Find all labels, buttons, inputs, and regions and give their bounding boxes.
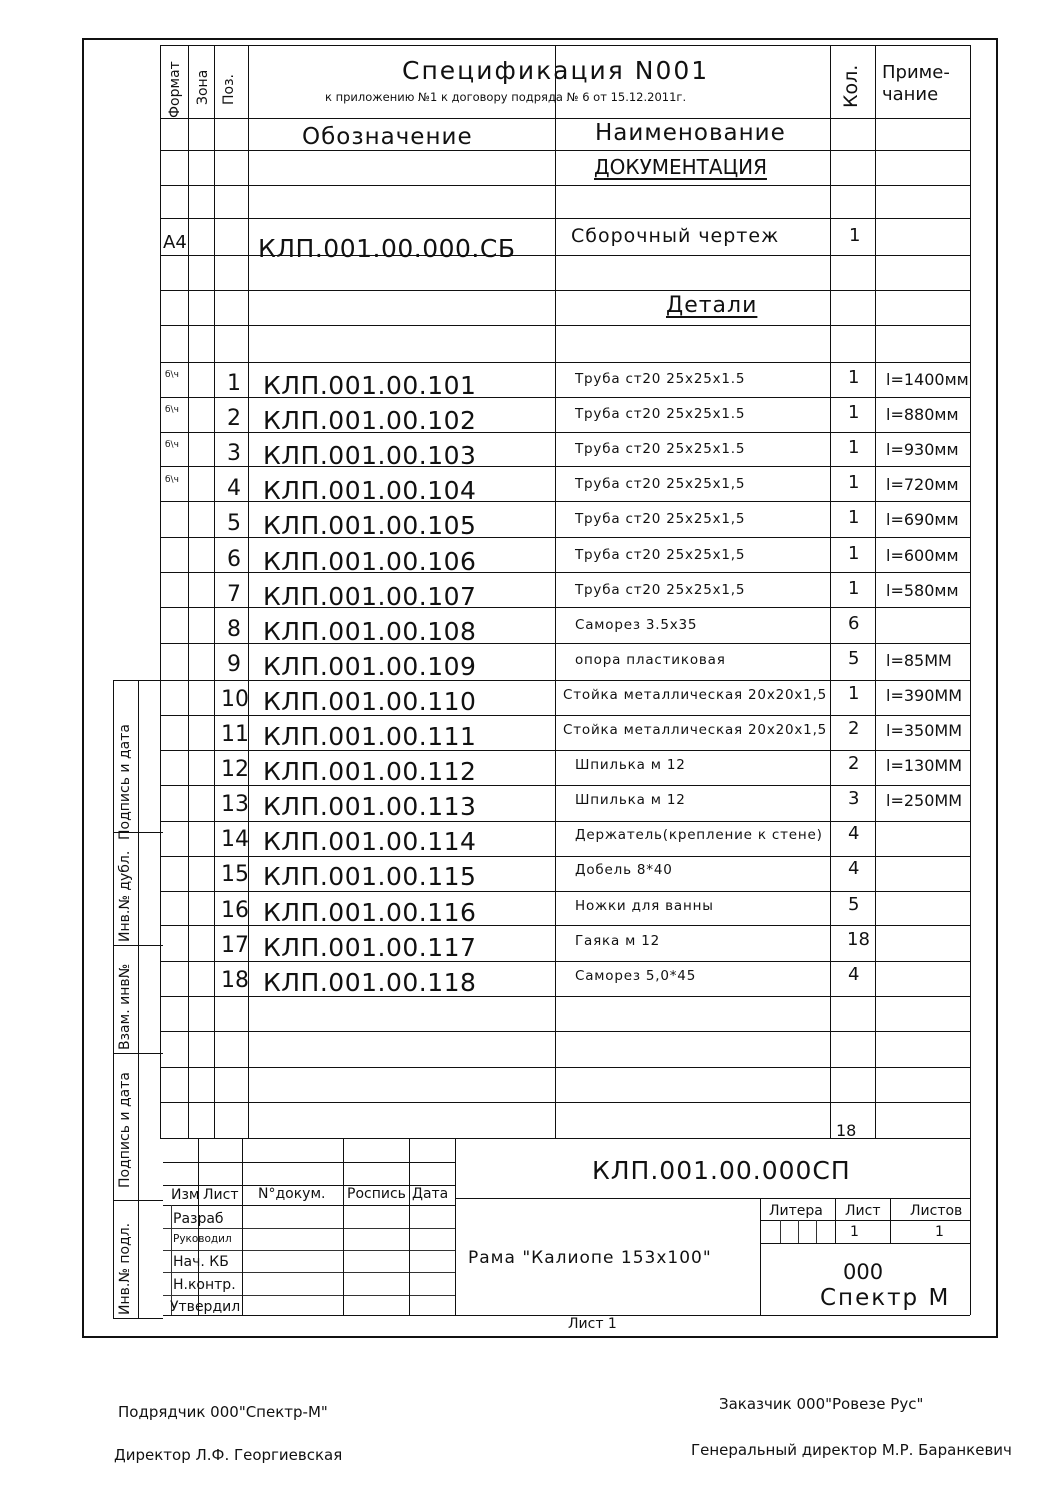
row-designation: КЛП.001.00.104 (263, 476, 477, 506)
grid-hline (160, 821, 970, 822)
tb-izm: Изм (171, 1187, 200, 1203)
row-position: 8 (227, 616, 241, 642)
row-position: 17 (221, 932, 249, 958)
row-name: Добель 8*40 (575, 862, 673, 879)
row-quantity: 4 (848, 823, 860, 845)
row-format: б\ч (165, 405, 179, 416)
grid-hline (160, 185, 970, 186)
section-details: Детали (666, 293, 758, 318)
grid-hline (160, 891, 970, 892)
tb-rukovodil: Руководил (173, 1233, 232, 1245)
tb-list-label: Лист (845, 1203, 881, 1219)
footer-director: Директор Л.Ф. Георгиевская (114, 1446, 343, 1464)
side-vzam-inv: Взам. инв№ (117, 963, 133, 1050)
row-designation: КЛП.001.00.106 (263, 546, 477, 576)
drawing-frame (82, 38, 998, 1338)
grid-hline (113, 680, 163, 681)
grid-vline (214, 45, 215, 1138)
row-note: l=930мм (886, 440, 959, 460)
row-name: Гаяка м 12 (575, 932, 660, 949)
row-designation: КЛП.001.00.115 (263, 862, 477, 892)
doc-format: А4 (163, 232, 187, 253)
row-position: 16 (221, 897, 249, 923)
row-position: 7 (227, 581, 241, 607)
row-designation: КЛП.001.00.108 (263, 616, 477, 646)
row-position: 15 (221, 862, 249, 888)
row-quantity: 1 (848, 542, 860, 564)
row-designation: КЛП.001.00.114 (263, 827, 477, 857)
row-note: l=390MM (886, 685, 962, 705)
row-name: опора пластиковая (575, 651, 726, 668)
row-designation: КЛП.001.00.111 (263, 722, 477, 751)
row-designation: КЛП.001.00.110 (263, 686, 477, 716)
row-note: l=250MM (886, 791, 962, 811)
row-designation: КЛП.001.00.112 (263, 757, 477, 787)
grid-hline (163, 1295, 455, 1296)
tb-razrab: Разраб (173, 1211, 224, 1227)
row-format: б\ч (165, 440, 179, 451)
grid-hline (160, 362, 970, 363)
grid-vline (343, 1138, 344, 1315)
row-quantity: 5 (848, 893, 860, 915)
row-quantity: 1 (848, 507, 860, 529)
row-name: Труба ст20 25x25x1,5 (575, 511, 746, 528)
footer-customer: Заказчик 000"Ровезе Рус" (719, 1395, 924, 1413)
row-designation: КЛП.001.00.116 (263, 897, 477, 927)
col-zone-header: Зона (195, 69, 211, 105)
grid-hline (160, 218, 970, 219)
grid-vline (835, 1198, 836, 1243)
row-designation: КЛП.001.00.107 (263, 581, 477, 611)
row-position: 3 (227, 441, 241, 467)
grid-vline (830, 45, 831, 1138)
grid-vline (188, 45, 189, 1138)
row-name: Шпилька м 12 (575, 757, 686, 774)
row-name: Стойка металлическая 20x20x1,5 (563, 686, 828, 703)
grid-hline (113, 1053, 163, 1054)
total-mark: 18 (836, 1121, 857, 1140)
grid-hline (113, 1318, 163, 1319)
grid-vline (138, 680, 139, 1318)
side-inv-podl: Инв.№ подл. (117, 1222, 133, 1315)
grid-hline (113, 1200, 163, 1201)
grid-hline (760, 1220, 970, 1221)
grid-hline (455, 1198, 970, 1199)
footer-contractor: Подрядчик 000"Спектр-М" (118, 1403, 328, 1421)
row-quantity: 4 (848, 858, 860, 880)
row-note: l=720мм (886, 475, 959, 495)
row-note: l=580мм (886, 580, 959, 600)
grid-hline (163, 1162, 455, 1163)
tb-litera: Литера (769, 1203, 823, 1219)
grid-vline (875, 45, 876, 1138)
grid-hline (160, 1102, 970, 1103)
row-designation: КЛП.001.00.118 (263, 967, 477, 997)
row-position: 10 (221, 686, 249, 712)
tb-n-kontr: Н.контр. (173, 1277, 236, 1293)
tb-org-line1: 000 (843, 1260, 884, 1284)
row-quantity: 1 (848, 367, 860, 388)
row-quantity: 3 (848, 788, 860, 810)
grid-vline (798, 1220, 799, 1243)
side-sign-date-2: Подпись и дата (117, 1072, 133, 1188)
row-note: l=880мм (886, 405, 959, 425)
grid-hline (160, 325, 970, 326)
row-note: l=130MM (886, 756, 962, 776)
grid-hline (163, 1250, 455, 1251)
tb-nach-kb: Нач. КБ (173, 1254, 229, 1270)
row-position: 13 (221, 792, 249, 818)
row-name: Труба ст20 25x25x1,5 (575, 581, 746, 598)
row-position: 5 (227, 511, 241, 537)
row-position: 11 (221, 722, 249, 747)
grid-hline (160, 150, 970, 151)
tb-product-name: Рама "Калиопе 153x100" (468, 1248, 712, 1268)
row-designation: КЛП.001.00.101 (263, 371, 477, 400)
side-sign-date-1: Подпись и дата (117, 724, 133, 840)
row-quantity: 1 (848, 682, 860, 704)
spec-title: Спецификация N001 (402, 56, 710, 85)
row-position: 4 (227, 476, 241, 502)
row-name: Ножки для ванны (575, 897, 714, 914)
tb-org-line2: Спектр М (820, 1285, 951, 1311)
grid-vline (780, 1220, 781, 1243)
row-quantity: 1 (848, 472, 860, 494)
tb-list-val: 1 (850, 1224, 859, 1240)
row-name: Труба ст20 25x25x1.5 (575, 371, 746, 387)
row-position: 18 (221, 967, 249, 993)
grid-vline (409, 1138, 410, 1315)
row-quantity: 2 (848, 718, 860, 739)
row-note: l=690мм (886, 510, 959, 530)
row-designation: КЛП.001.00.105 (263, 511, 477, 541)
row-position: 1 (227, 371, 241, 396)
grid-vline (970, 1138, 971, 1315)
grid-vline (970, 45, 971, 1138)
row-note: l=600мм (886, 545, 959, 565)
col-designation-header: Обозначение (302, 124, 473, 150)
row-quantity: 18 (847, 928, 870, 950)
tb-ndokum: N°докум. (258, 1186, 326, 1202)
row-name: Труба ст20 25x25x1,5 (575, 546, 746, 563)
grid-vline (455, 1138, 456, 1315)
col-qty-header: Кол. (840, 64, 862, 108)
row-format: б\ч (165, 475, 179, 486)
row-quantity: 1 (848, 402, 860, 424)
grid-vline (816, 1220, 817, 1243)
tb-list: Лист (203, 1187, 239, 1203)
row-name: Стойка металлическая 20x20x1,5 (563, 722, 828, 738)
doc-name: Сборочный чертеж (571, 225, 780, 247)
row-name: Труба ст20 25x25x1.5 (575, 406, 746, 423)
side-inv-dubl: Инв.№ дубл. (117, 850, 133, 942)
grid-hline (163, 1228, 455, 1229)
row-quantity: 6 (848, 612, 860, 634)
grid-hline (163, 1315, 970, 1316)
section-documentation: ДОКУМЕНТАЦИЯ (594, 155, 767, 179)
grid-hline (160, 1067, 970, 1068)
row-name: Держатель(крепление к стене) (575, 827, 823, 844)
grid-hline (160, 856, 970, 857)
row-note: l=350MM (886, 721, 962, 740)
row-position: 12 (221, 757, 249, 783)
grid-hline (160, 1031, 970, 1032)
row-quantity: 5 (848, 647, 860, 669)
grid-vline (760, 1198, 761, 1315)
row-note: l=1400мм (886, 370, 969, 389)
doc-qty: 1 (849, 225, 861, 246)
col-format-header: Формат (167, 61, 183, 118)
row-designation: КЛП.001.00.117 (263, 932, 477, 962)
title-doc-code: КЛП.001.00.000СП (592, 1156, 851, 1185)
row-note: l=85MM (886, 650, 952, 670)
row-quantity: 1 (848, 577, 860, 599)
row-quantity: 2 (848, 753, 860, 775)
tb-data: Дата (412, 1186, 449, 1202)
row-designation: КЛП.001.00.109 (263, 651, 477, 681)
row-name: Труба ст20 25x25x1,5 (575, 476, 746, 493)
row-designation: КЛП.001.00.102 (263, 406, 477, 436)
footer-gen-director: Генеральный директор М.Р. Баранкевич (691, 1441, 1012, 1459)
grid-hline (160, 290, 970, 291)
grid-hline (163, 1205, 455, 1206)
grid-hline (160, 118, 970, 119)
row-position: 6 (227, 546, 241, 572)
grid-vline (890, 1198, 891, 1243)
col-note-header: Приме-чание (882, 62, 950, 105)
row-designation: КЛП.001.00.103 (263, 441, 477, 471)
spec-subtitle: к приложению №1 к договору подряда № 6 от 15.12.2011г. (325, 90, 687, 104)
row-name: Труба ст20 25x25x1.5 (575, 441, 746, 458)
row-quantity: 1 (848, 437, 860, 459)
row-quantity: 4 (848, 963, 860, 985)
doc-designation: КЛП.001.00.000.СБ (258, 234, 516, 263)
footer-sheet: Лист 1 (568, 1316, 617, 1332)
grid-hline (113, 945, 163, 946)
grid-hline (160, 45, 970, 46)
col-name-header: Наименование (595, 120, 786, 146)
tb-utverdil: Утвердил (170, 1299, 241, 1315)
grid-vline (113, 680, 114, 1318)
col-pos-header: Поз. (221, 74, 237, 105)
row-name: Саморез 3.5x35 (575, 616, 698, 633)
tb-listov: Листов (910, 1203, 963, 1219)
grid-vline (555, 45, 556, 1138)
row-position: 14 (221, 827, 249, 853)
row-name: Шпилька м 12 (575, 792, 686, 809)
row-position: 9 (227, 651, 241, 677)
grid-vline (160, 45, 161, 1138)
grid-hline (163, 1272, 455, 1273)
row-format: б\ч (165, 370, 179, 380)
grid-hline (760, 1243, 970, 1244)
row-position: 2 (227, 406, 241, 432)
grid-vline (242, 1138, 243, 1315)
tb-listov-val: 1 (935, 1224, 944, 1240)
row-designation: КЛП.001.00.113 (263, 792, 477, 822)
row-name: Саморез 5,0*45 (575, 967, 697, 984)
tb-podpis: Роспись (347, 1186, 406, 1202)
